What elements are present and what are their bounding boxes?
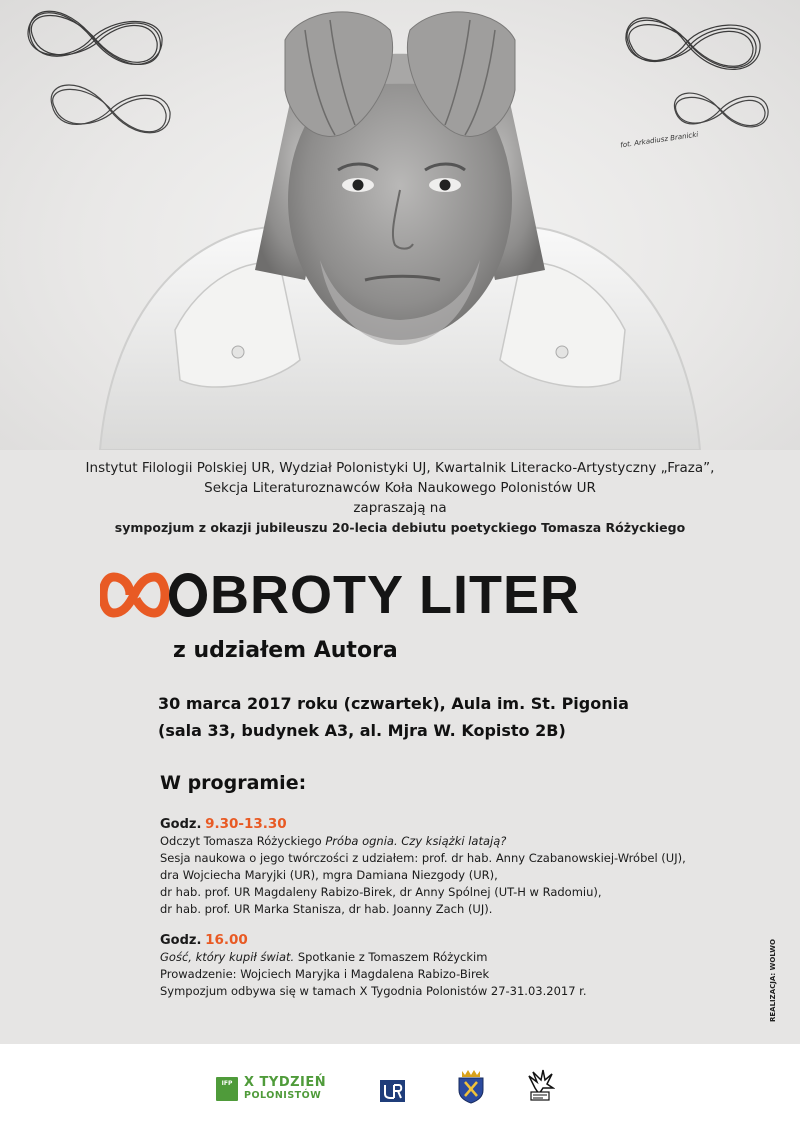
subtitle: z udziałem Autora bbox=[173, 638, 398, 663]
portrait-illustration bbox=[0, 0, 800, 450]
godz-label: Godz. bbox=[160, 933, 202, 948]
infinity-scribble-left bbox=[28, 11, 162, 64]
ifp-book-icon: IFP bbox=[216, 1077, 238, 1101]
infinity-scribble-right-2 bbox=[674, 93, 768, 127]
title-letter-o-icon bbox=[173, 577, 203, 613]
session-line: Sympozjum odbywa się w tamach X Tygodnia Polonistów 27-31.03.2017 r. bbox=[160, 984, 587, 998]
program-heading: W programie: bbox=[160, 772, 307, 794]
city-crest-icon bbox=[456, 1068, 486, 1104]
session-line: dra Wojciecha Maryjki (UR), mgra Damiana Niezgody (UR), bbox=[160, 868, 498, 882]
ifp-line-2: POLONISTÓW bbox=[244, 1090, 322, 1101]
session-intro: Spotkanie z Tomaszem Różyckim bbox=[294, 950, 488, 964]
session-line: Sesja naukowa o jego twórczości z udziałem: prof. dr hab. Anny Czabanowskiej-Wróbel (UJ), bbox=[160, 851, 686, 865]
infinity-scribble-left-2 bbox=[51, 85, 170, 133]
session-intro-italic: Gość, który kupił świat. bbox=[160, 950, 295, 964]
event-date: 30 marca 2017 roku (czwartek), Aula im. St. Pigonia bbox=[158, 694, 629, 713]
godz-label: Godz. bbox=[160, 817, 202, 832]
title-text: BROTY LITER bbox=[210, 565, 581, 625]
invite-line: zapraszają na bbox=[353, 500, 447, 516]
infinity-scribble-right bbox=[626, 18, 760, 70]
organizers-line-1: Instytut Filologii Polskiej UR, Wydział Polonistyki UJ, Kwartalnik Literacko-Artystyczny „Fraza”, bbox=[85, 460, 715, 476]
session-line: dr hab. prof. UR Magdaleny Rabizo-Birek, dr Anny Spólnej (UT-H w Radomiu), bbox=[160, 885, 602, 899]
event-details bbox=[158, 690, 629, 744]
photo-credit: fot. Arkadiusz Branicki bbox=[619, 130, 699, 150]
session-afternoon bbox=[160, 932, 760, 1000]
tydzien-polonistow-logo bbox=[216, 1076, 326, 1102]
session-line: dr hab. prof. UR Marka Stanisza, dr hab. Joanny Zach (UJ). bbox=[160, 902, 493, 916]
session-intro-italic: Próba ognia. Czy książki latają? bbox=[325, 834, 507, 848]
ur-logo-icon bbox=[380, 1080, 405, 1102]
session-morning bbox=[160, 816, 760, 918]
symposium-description: sympozjum z okazji jubileuszu 20-lecia debiutu poetyckiego Tomasza Różyckiego bbox=[114, 520, 686, 535]
event-title bbox=[100, 564, 580, 626]
infinity-logo-icon bbox=[100, 569, 208, 621]
fraza-magazine-icon bbox=[525, 1068, 555, 1102]
realizacja-credit: REALIZACJA: WOLWO bbox=[769, 939, 777, 1022]
program-sessions bbox=[160, 816, 760, 1014]
ifp-line-1: X TYDZIEŃ bbox=[244, 1075, 327, 1090]
organizers-block bbox=[0, 458, 800, 538]
session-line: Prowadzenie: Wojciech Maryjka i Magdalena Rabizo-Birek bbox=[160, 967, 490, 981]
session-time: 16.00 bbox=[205, 932, 248, 948]
session-time: 9.30-13.30 bbox=[205, 816, 287, 832]
organizers-line-2: Sekcja Literaturoznawców Koła Naukowego Polonistów UR bbox=[204, 480, 596, 496]
session-intro: Odczyt Tomasza Różyckiego bbox=[160, 834, 326, 848]
event-venue: (sala 33, budynek A3, al. Mjra W. Kopisto 2B) bbox=[158, 721, 566, 740]
header-photo bbox=[0, 0, 800, 450]
